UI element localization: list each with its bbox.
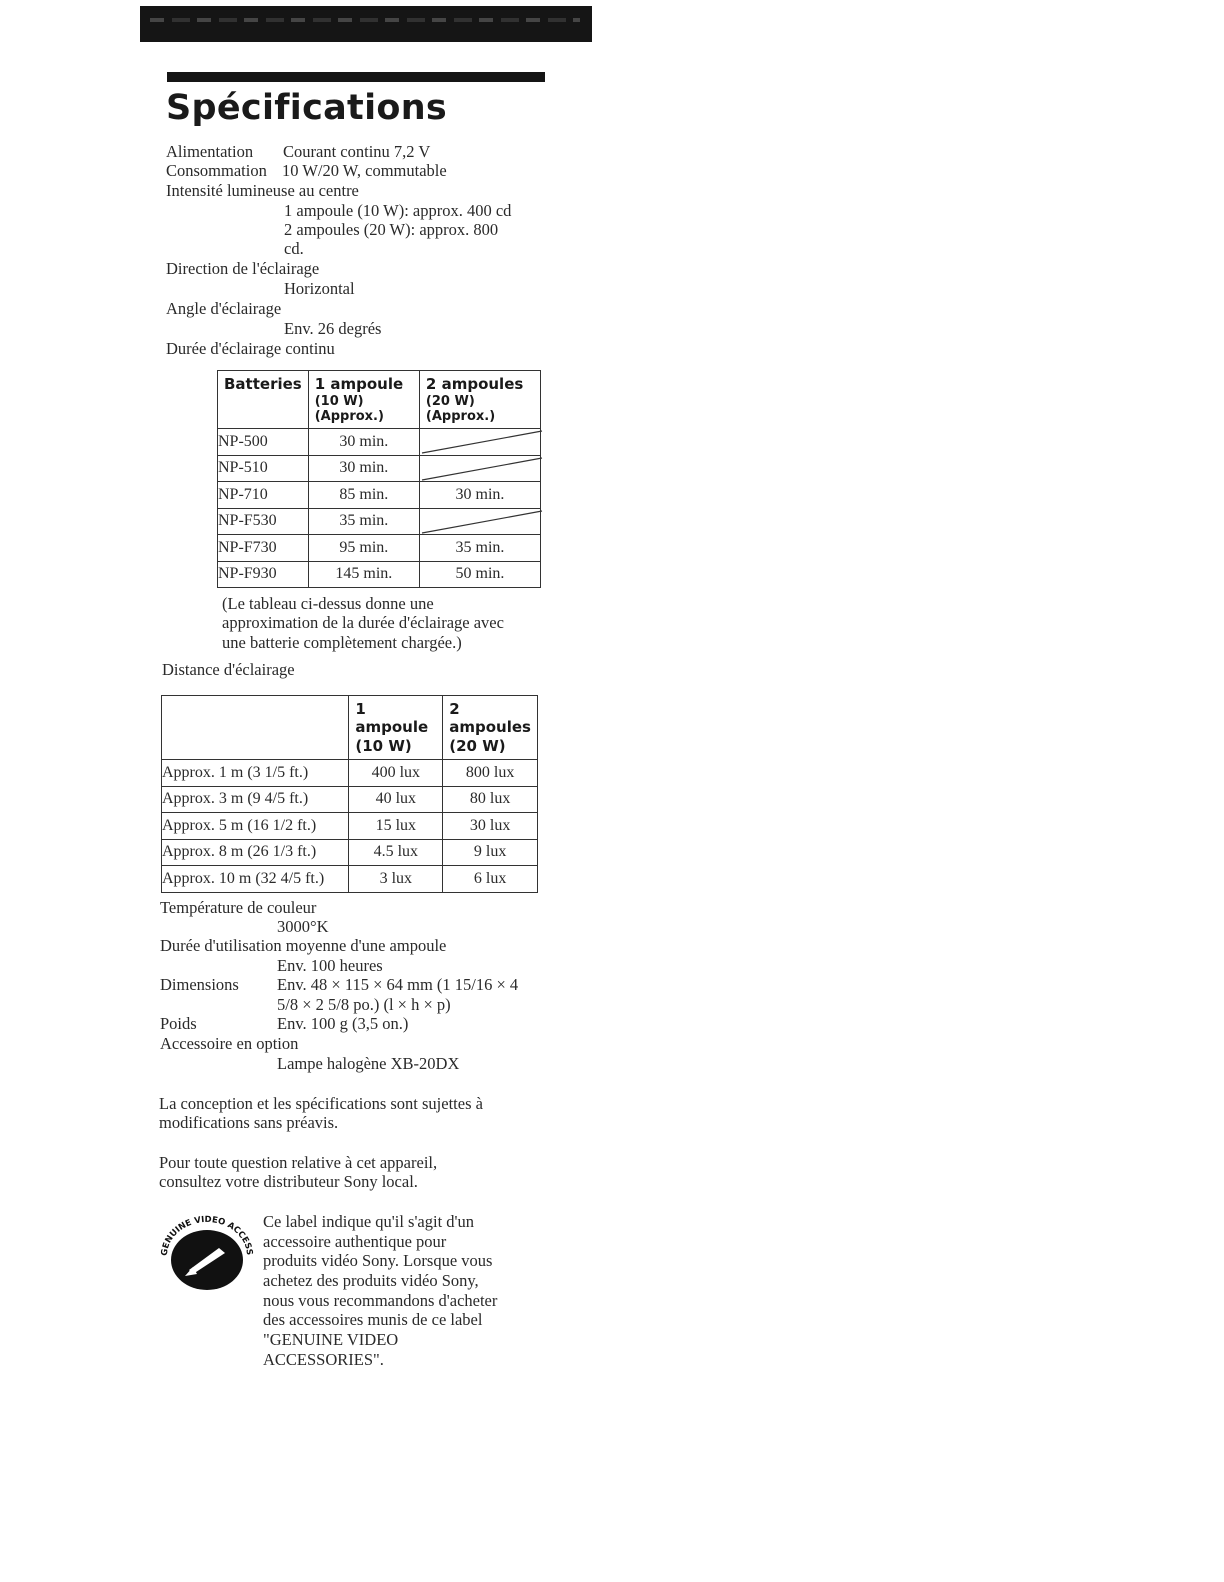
- one-lamp-cell: 35 min.: [308, 508, 419, 535]
- table-header-row: [218, 371, 541, 429]
- two-lamp-lux-cell: 30 lux: [443, 813, 538, 840]
- lamp-life-value: Env. 100 heures: [277, 956, 383, 975]
- angle-value: Env. 26 degrés: [284, 319, 382, 338]
- battery-cell: NP-500: [218, 429, 309, 456]
- intensity-line-2: 2 ampoules (20 W): approx. 800: [284, 220, 499, 239]
- table-row: [162, 813, 538, 840]
- table-row: [218, 482, 541, 509]
- battery-cell: NP-F730: [218, 535, 309, 562]
- two-lamp-cell: 50 min.: [419, 561, 540, 588]
- distance-cell: Approx. 8 m (26 1/3 ft.): [162, 839, 349, 866]
- notice-line-1: La conception et les spécifications sont sujettes à: [159, 1094, 483, 1113]
- label-text-line-3: produits vidéo Sony. Lorsque vous: [263, 1251, 493, 1270]
- distance-label: Distance d'éclairage: [162, 660, 295, 679]
- diagonal-slash: [420, 456, 545, 482]
- one-lamp-cell: 145 min.: [308, 561, 419, 588]
- table-header-cell: 2 ampoules (20 W): [443, 696, 538, 760]
- battery-cell: NP-F530: [218, 508, 309, 535]
- table-row: [162, 786, 538, 813]
- table-row: [162, 866, 538, 893]
- table-note-line-1: (Le tableau ci-dessus donne une: [222, 594, 434, 613]
- table-note-line-3: une batterie complètement chargée.): [222, 633, 462, 652]
- genuine-accessories-badge: [157, 1212, 257, 1294]
- not-applicable-cell: [419, 429, 540, 456]
- two-lamp-cell: 30 min.: [419, 482, 540, 509]
- weight-label: Poids: [160, 1014, 197, 1033]
- distance-cell: Approx. 1 m (3 1/5 ft.): [162, 760, 349, 787]
- intensity-line-1: 1 ampoule (10 W): approx. 400 cd: [284, 201, 512, 220]
- heading-rule: [167, 72, 545, 82]
- battery-cell: NP-710: [218, 482, 309, 509]
- diagonal-slash: [420, 509, 545, 535]
- page-title: Spécifications: [166, 88, 448, 128]
- two-lamp-lux-cell: 80 lux: [443, 786, 538, 813]
- label-text-line-7: "GENUINE VIDEO: [263, 1330, 399, 1349]
- two-lamp-cell: 35 min.: [419, 535, 540, 562]
- consumption-label: Consommation: [166, 161, 267, 180]
- two-lamp-lux-cell: 9 lux: [443, 839, 538, 866]
- contact-line-1: Pour toute question relative à cet appareil,: [159, 1153, 438, 1172]
- table-note-line-2: approximation de la durée d'éclairage avec: [222, 613, 504, 632]
- not-applicable-cell: [419, 455, 540, 482]
- table-header-cell: 1 ampoule (10 W): [349, 696, 443, 760]
- color-temp-label: Température de couleur: [160, 898, 317, 917]
- one-lamp-lux-cell: 40 lux: [349, 786, 443, 813]
- power-label: Alimentation: [166, 142, 254, 161]
- table-header-cell: Batteries: [218, 371, 309, 429]
- battery-duration-table: [217, 370, 541, 588]
- battery-cell: NP-F930: [218, 561, 309, 588]
- one-lamp-lux-cell: 4.5 lux: [349, 839, 443, 866]
- not-applicable-cell: [419, 508, 540, 535]
- one-lamp-cell: 85 min.: [308, 482, 419, 509]
- one-lamp-lux-cell: 400 lux: [349, 760, 443, 787]
- table-row: [218, 561, 541, 588]
- table-row: [162, 760, 538, 787]
- label-text-line-1: Ce label indique qu'il s'agit d'un: [263, 1212, 475, 1231]
- color-temp-value: 3000°K: [277, 917, 329, 936]
- two-lamp-lux-cell: 800 lux: [443, 760, 538, 787]
- table-header-row: [162, 696, 538, 760]
- angle-label: Angle d'éclairage: [166, 299, 282, 318]
- battery-cell: NP-510: [218, 455, 309, 482]
- one-lamp-cell: 30 min.: [308, 429, 419, 456]
- lamp-life-label: Durée d'utilisation moyenne d'une ampoule: [160, 936, 447, 955]
- notice-line-2: modifications sans préavis.: [159, 1113, 339, 1132]
- accessory-value: Lampe halogène XB-20DX: [277, 1054, 460, 1073]
- direction-label: Direction de l'éclairage: [166, 259, 320, 278]
- table-row: [218, 535, 541, 562]
- label-text-line-5: nous vous recommandons d'acheter: [263, 1291, 498, 1310]
- header-bar-texture: [150, 18, 580, 22]
- distance-cell: Approx. 3 m (9 4/5 ft.): [162, 786, 349, 813]
- contact-line-2: consultez votre distributeur Sony local.: [159, 1172, 418, 1191]
- svg-text:GENUINE VIDEO ACCESSORIES: GENUINE VIDEO ACCESS: [159, 1214, 255, 1257]
- table-header-cell: [162, 696, 349, 760]
- diagonal-slash: [420, 429, 545, 455]
- consumption-value: 10 W/20 W, commutable: [282, 161, 447, 180]
- label-text-line-8: ACCESSORIES".: [263, 1350, 384, 1369]
- dimensions-label: Dimensions: [160, 975, 239, 994]
- duration-label: Durée d'éclairage continu: [166, 339, 335, 358]
- intensity-label: Intensité lumineuse au centre: [166, 181, 359, 200]
- label-text-line-2: accessoire authentique pour: [263, 1232, 447, 1251]
- table-header-cell: 2 ampoules (20 W) (Approx.): [419, 371, 540, 429]
- table-row: [218, 508, 541, 535]
- label-text-line-4: achetez des produits vidéo Sony,: [263, 1271, 479, 1290]
- dimensions-line-1: Env. 48 × 115 × 64 mm (1 15/16 × 4: [277, 975, 519, 994]
- intensity-line-3: cd.: [284, 239, 304, 258]
- table-header-cell: 1 ampoule (10 W) (Approx.): [308, 371, 419, 429]
- power-value: Courant continu 7,2 V: [283, 142, 431, 161]
- genuine-accessories-logo-icon: [157, 1212, 257, 1294]
- label-text-line-6: des accessoires munis de ce label: [263, 1310, 483, 1329]
- illumination-distance-table: [161, 695, 538, 893]
- accessory-label: Accessoire en option: [160, 1034, 299, 1053]
- dimensions-line-2: 5/8 × 2 5/8 po.) (l × h × p): [277, 995, 451, 1014]
- weight-value: Env. 100 g (3,5 on.): [277, 1014, 409, 1033]
- distance-cell: Approx. 5 m (16 1/2 ft.): [162, 813, 349, 840]
- one-lamp-cell: 95 min.: [308, 535, 419, 562]
- one-lamp-lux-cell: 3 lux: [349, 866, 443, 893]
- one-lamp-cell: 30 min.: [308, 455, 419, 482]
- header-black-bar: [140, 6, 592, 42]
- table-row: [218, 429, 541, 456]
- distance-cell: Approx. 10 m (32 4/5 ft.): [162, 866, 349, 893]
- table-row: [218, 455, 541, 482]
- direction-value: Horizontal: [284, 279, 355, 298]
- one-lamp-lux-cell: 15 lux: [349, 813, 443, 840]
- two-lamp-lux-cell: 6 lux: [443, 866, 538, 893]
- table-row: [162, 839, 538, 866]
